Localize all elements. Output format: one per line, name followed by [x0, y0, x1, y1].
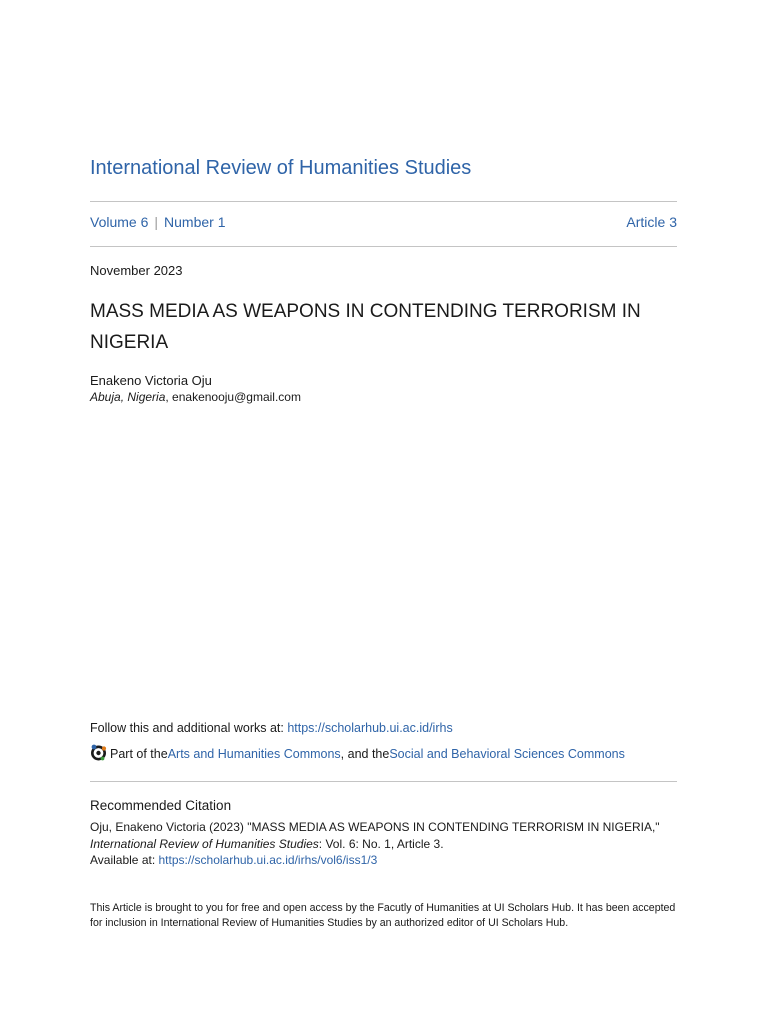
publication-date: November 2023	[90, 263, 183, 278]
part-of-prefix: Part of the	[110, 747, 168, 761]
issue-separator: |	[154, 214, 159, 230]
access-statement: This Article is brought to you for free and open access by the Facutly of Humanities at UI Scholars Hub. It has been accepted for inclusion in International Review of Humanities Studies by an authorized editor of UI Scholars Hub.	[90, 902, 676, 929]
citation-line1: Oju, Enakeno Victoria (2023) "MASS MEDIA AS WEAPONS IN CONTENDING TERRORISM IN NIGERIA,"	[90, 820, 660, 834]
follow-line	[90, 721, 453, 735]
article-title: MASS MEDIA AS WEAPONS IN CONTENDING TERRORISM IN NIGERIA	[90, 301, 641, 353]
journal-title-link[interactable]: International Review of Humanities Studies	[90, 157, 472, 179]
author-place: Abuja, Nigeria	[90, 390, 166, 404]
top-divider	[90, 201, 677, 202]
citation-line2	[90, 836, 690, 853]
citation-available-prefix: Available at:	[90, 853, 159, 867]
citation-line3	[90, 852, 690, 869]
issue-bar	[90, 214, 677, 230]
follow-url-link[interactable]: https://scholarhub.ui.ac.id/irhs	[287, 721, 453, 735]
part-of-line	[90, 744, 625, 764]
number-link[interactable]: Number 1	[164, 214, 226, 230]
citation-journal: International Review of Humanities Studies	[90, 836, 319, 851]
citation-divider	[90, 781, 677, 782]
follow-prefix: Follow this and additional works at:	[90, 721, 288, 735]
issue-divider	[90, 246, 677, 247]
citation-details: : Vol. 6: No. 1, Article 3.	[318, 836, 444, 851]
volume-link[interactable]: Volume 6	[90, 214, 149, 230]
author-email: enakenooju@gmail.com	[172, 390, 301, 404]
arts-humanities-commons-link[interactable]: Arts and Humanities Commons	[167, 747, 341, 761]
author-affiliation	[90, 390, 301, 404]
author-name: Enakeno Victoria Oju	[90, 373, 212, 388]
citation-heading: Recommended Citation	[90, 798, 232, 813]
social-behavioral-commons-link[interactable]: Social and Behavioral Sciences Commons	[389, 747, 625, 761]
part-of-middle: , and the	[340, 747, 390, 761]
article-link[interactable]: Article 3	[626, 214, 677, 230]
citation-url-link[interactable]: https://scholarhub.ui.ac.id/irhs/vol6/iss1/3	[158, 853, 378, 867]
affiliation-separator: ,	[165, 390, 173, 404]
commons-network-icon	[90, 744, 110, 764]
citation-body	[90, 819, 690, 869]
